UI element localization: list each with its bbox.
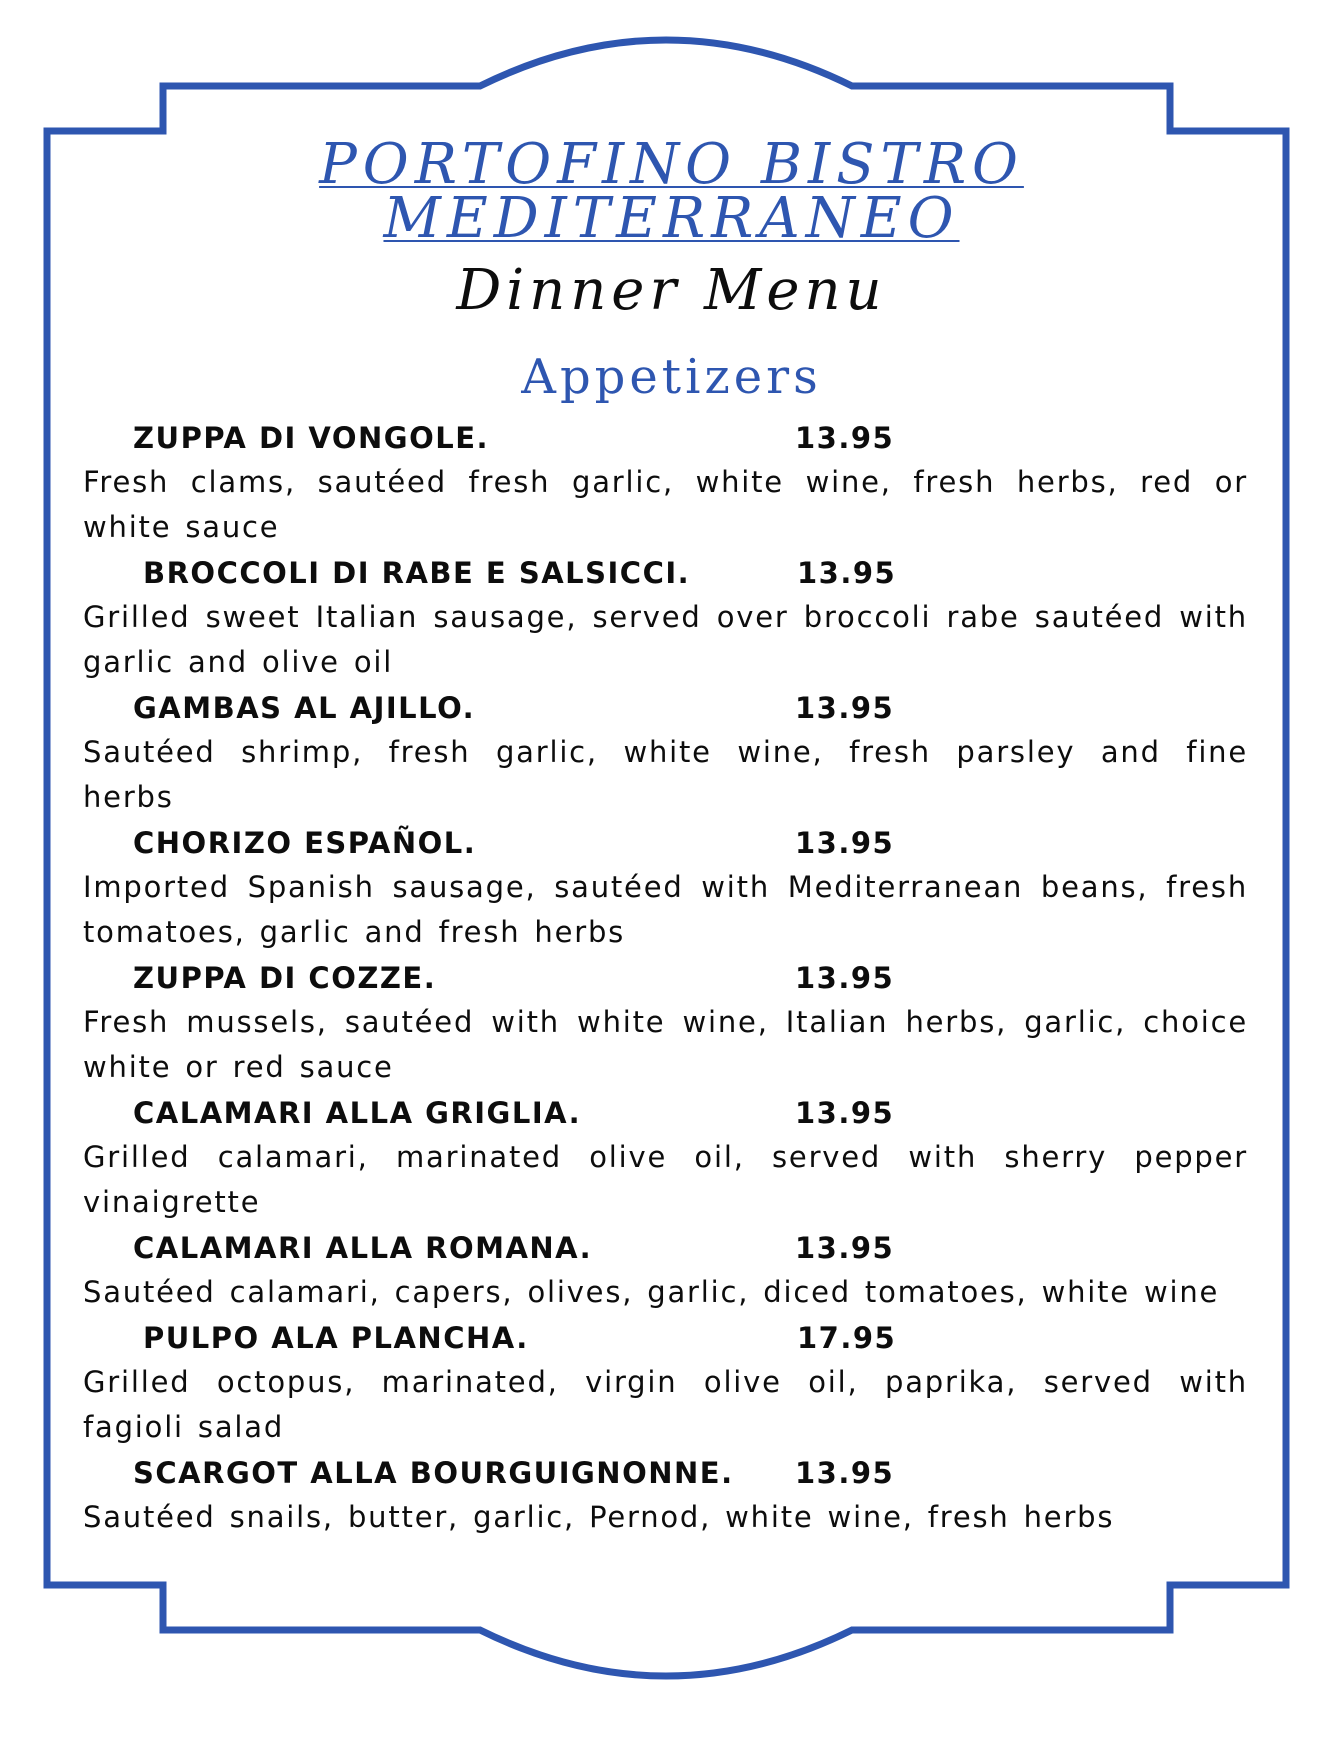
menu-item bbox=[83, 1225, 1248, 1315]
menu-item-header bbox=[83, 415, 1248, 460]
menu-item-price: 13.95 bbox=[797, 555, 897, 590]
menu-item-price: 13.95 bbox=[795, 1230, 895, 1265]
menu-item-name: CALAMARI ALLA GRIGLIA. bbox=[133, 1095, 582, 1130]
menu-item bbox=[83, 415, 1248, 550]
menu-item bbox=[83, 685, 1248, 820]
menu-item-description: Sautéed snails, butter, garlic, Pernod, white wine, fresh herbs bbox=[83, 1500, 1115, 1534]
menu-item bbox=[83, 1090, 1248, 1225]
menu-item-description: Sautéed calamari, capers, olives, garlic, diced tomatoes, white wine bbox=[83, 1275, 1220, 1309]
menu-item-header bbox=[83, 1225, 1248, 1270]
menu-item-header bbox=[83, 1450, 1248, 1495]
appetizer-list bbox=[83, 415, 1248, 1540]
menu-item-description: Fresh mussels, sautéed with white wine, Italian herbs, garlic, choice white or red sauce bbox=[83, 1005, 1248, 1084]
menu-item-price: 13.95 bbox=[795, 960, 895, 995]
menu-item-price: 13.95 bbox=[795, 420, 895, 455]
menu-item bbox=[83, 1450, 1248, 1540]
menu-item-description: Grilled sweet Italian sausage, served over broccoli rabe sautéed with garlic and olive oil bbox=[83, 600, 1248, 679]
menu-item-header bbox=[83, 955, 1248, 1000]
menu-title: Dinner Menu bbox=[456, 258, 887, 323]
menu-item-name: PULPO ALA PLANCHA. bbox=[143, 1320, 529, 1355]
menu-item-description: Grilled octopus, marinated, virgin olive oil, paprika, served with fagioli salad bbox=[83, 1365, 1248, 1444]
restaurant-name bbox=[0, 132, 1343, 251]
menu-item bbox=[83, 955, 1248, 1090]
menu-item-description: Imported Spanish sausage, sautéed with Mediterranean beans, fresh tomatoes, garlic and fresh herbs bbox=[83, 870, 1248, 949]
menu-item-description: Sautéed shrimp, fresh garlic, white wine, fresh parsley and fine herbs bbox=[83, 735, 1248, 814]
menu-item-name: SCARGOT ALLA BOURGUIGNONNE. bbox=[133, 1455, 734, 1490]
menu-item-header bbox=[83, 1090, 1248, 1135]
menu-item-header bbox=[83, 1315, 1248, 1360]
menu-item-header bbox=[83, 820, 1248, 865]
menu-item-price: 13.95 bbox=[795, 825, 895, 860]
menu-item-name: BROCCOLI DI RABE E SALSICCI. bbox=[143, 555, 691, 590]
menu-item-price: 13.95 bbox=[795, 690, 895, 725]
menu-item-header bbox=[83, 550, 1248, 595]
menu-item bbox=[83, 550, 1248, 685]
menu-item-name: ZUPPA DI VONGOLE. bbox=[133, 420, 490, 455]
menu-item-name: CHORIZO ESPAÑOL. bbox=[133, 825, 477, 860]
section-title: Appetizers bbox=[521, 349, 822, 405]
menu-item-description: Fresh clams, sautéed fresh garlic, white wine, fresh herbs, red or white sauce bbox=[83, 465, 1248, 544]
menu-item-header bbox=[83, 685, 1248, 730]
menu-item-price: 17.95 bbox=[797, 1320, 897, 1355]
menu-item-price: 13.95 bbox=[795, 1095, 895, 1130]
menu-item bbox=[83, 820, 1248, 955]
restaurant-name-line1: PORTOFINO BISTRO bbox=[319, 132, 1024, 197]
restaurant-name-line2: MEDITERRANEO bbox=[383, 186, 960, 251]
menu-item bbox=[83, 1315, 1248, 1450]
menu-item-name: GAMBAS AL AJILLO. bbox=[133, 690, 476, 725]
menu-item-description: Grilled calamari, marinated olive oil, served with sherry pepper vinaigrette bbox=[83, 1140, 1248, 1219]
menu-item-name: CALAMARI ALLA ROMANA. bbox=[133, 1230, 593, 1265]
menu-item-price: 13.95 bbox=[795, 1455, 895, 1490]
menu-item-name: ZUPPA DI COZZE. bbox=[133, 960, 437, 995]
